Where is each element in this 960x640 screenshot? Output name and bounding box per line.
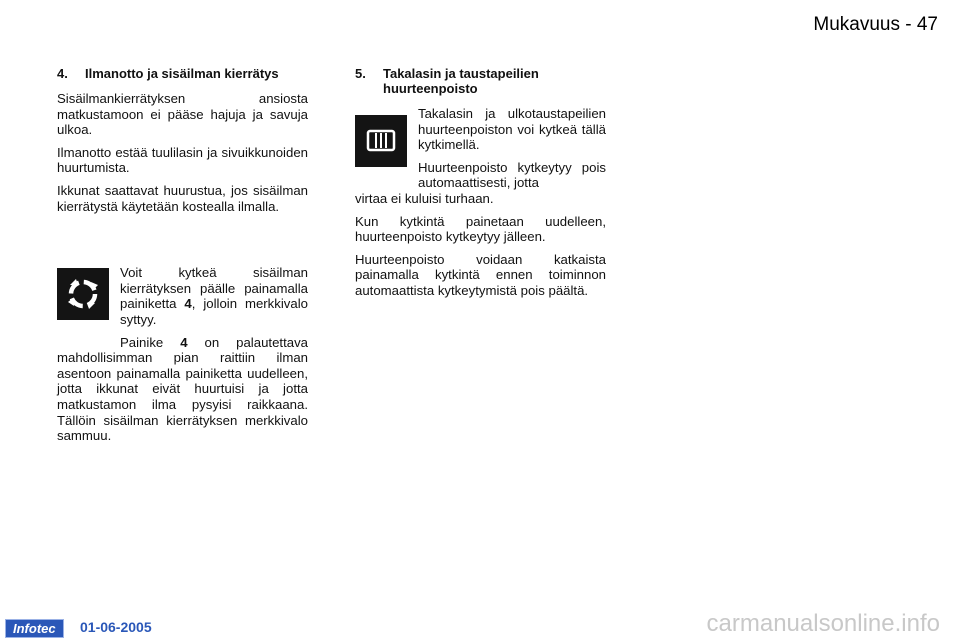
paragraph: Sisäilmankierrätyksen ansiosta matkustamoon ei pääse hajuja ja savuja ulkoa. [57, 91, 308, 138]
right-column [355, 66, 606, 306]
heading-text: Takalasin ja taustapeilien huurteenpoisto [383, 66, 539, 96]
paragraph: virtaa ei kuluisi turhaan. [355, 190, 494, 206]
print-date: 01-06-2005 [80, 619, 152, 635]
heading-text: Ilmanotto ja sisäilman kierrätys [85, 66, 279, 81]
recirculation-instruction [57, 265, 308, 334]
paragraph: Ikkunat saattavat huurustua, jos sisäilman kierrätystä käytetään kostealla ilmalla. [57, 182, 308, 214]
paragraph: Ilmanotto estää tuulilasin ja sivuikkunoiden huurtumista. [57, 144, 308, 176]
infotec-logo: Infotec [5, 619, 64, 638]
paragraph: Takalasin ja ulkotaustapeilien huurteenpoiston voi kytkeä tällä kytkimellä. [418, 106, 606, 153]
defrost-instruction [355, 106, 606, 191]
section-heading-4 [57, 66, 308, 81]
page-header: Mukavuus - 47 [813, 14, 938, 35]
air-recirculation-icon [57, 268, 109, 320]
paragraph: Painike 4 on palautettava mahdollisimman pian raittiin ilman asentoon painamalla painiketta uudelleen, jotta ikkunat eivät huurtuisi ja jotta matkustamon ilma pysyisi raikkaana. Tällöin sisäilman kierrätyksen merkkivalo sammuu. [57, 334, 308, 444]
heading-number: 5. [355, 66, 366, 81]
watermark: carmanualsonline.info [706, 610, 940, 637]
left-column [57, 66, 308, 451]
paragraph: Voit kytkeä sisäilman kierrätyksen päälle painamalla painiketta 4, jolloin merkkivalo syttyy. [120, 265, 308, 327]
heading-number: 4. [57, 66, 68, 81]
section-heading-5 [355, 66, 606, 96]
paragraph: Kun kytkintä painetaan uudelleen, huurteenpoisto kytkeytyy jälleen. [355, 213, 606, 245]
paragraph: Huurteenpoisto kytkeytyy pois automaattisesti, jotta [418, 159, 606, 191]
rear-defrost-icon [355, 115, 407, 167]
paragraph: Huurteenpoisto voidaan katkaista painamalla kytkintä ennen toiminnon automaattista kytkeytymistä pois päältä. [355, 251, 606, 298]
